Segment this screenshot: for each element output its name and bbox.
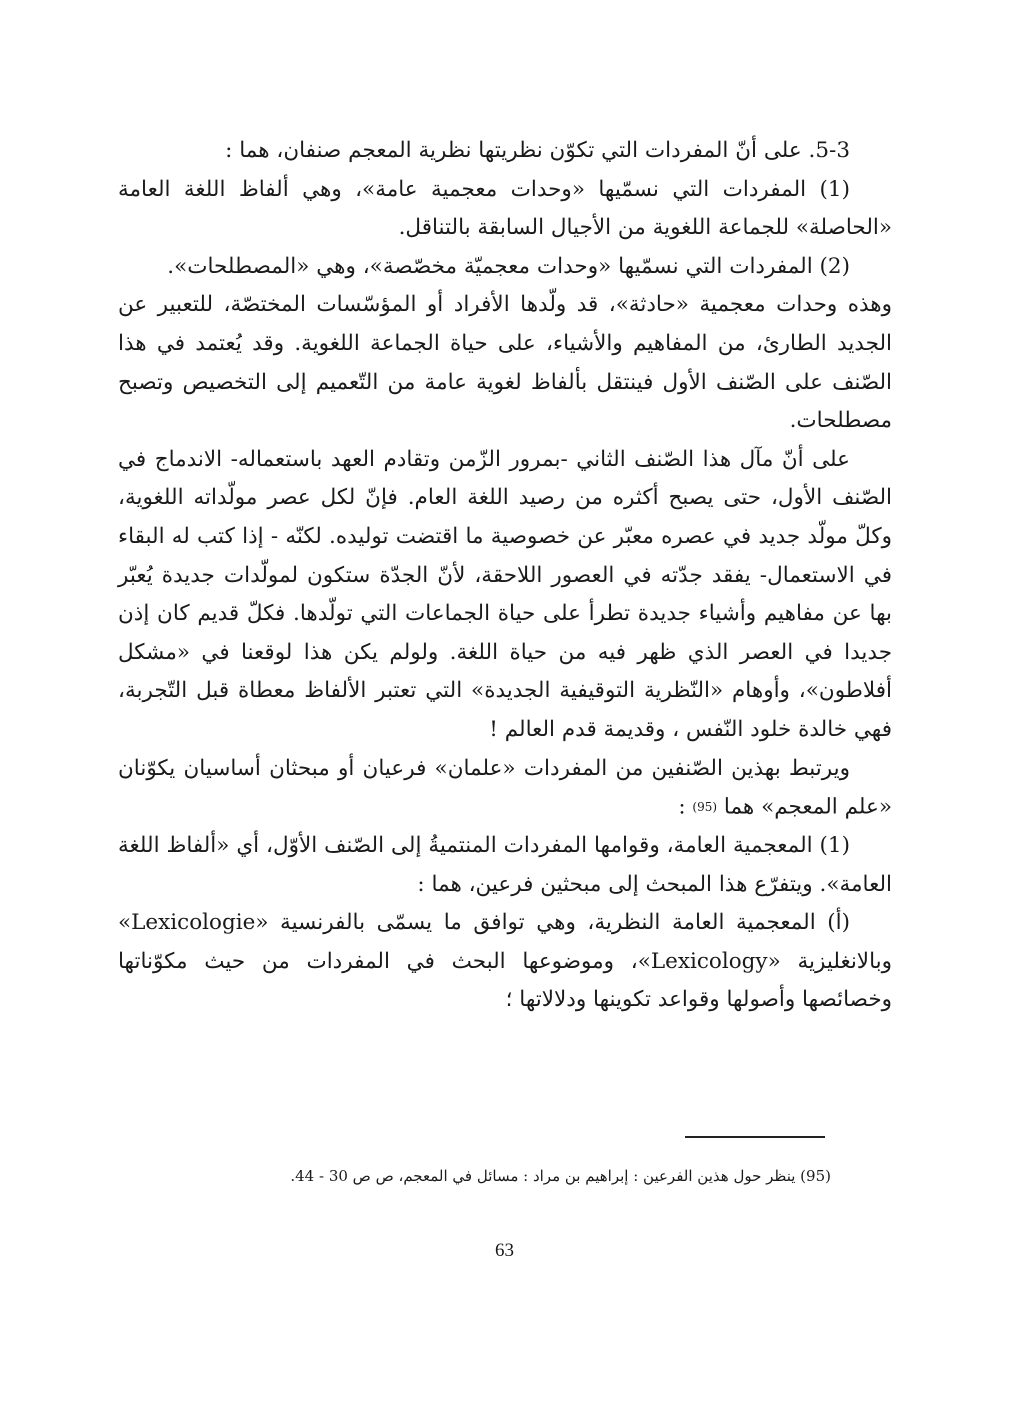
footnote-separator — [685, 1136, 825, 1138]
body-text — [118, 132, 892, 1020]
paragraph-5-end: : — [678, 794, 686, 820]
paragraph-7: (أ) المعجمية العامة النظرية، وهي توافق ما يسمّى بالفرنسية «Lexicologie» وبالانغليزية «Lexicology»، وموضوعها البحث في المفردات من حيث مكوّناتها وخصائصها وأصولها وقواعد تكوينها ودلالاتها ؛ — [118, 910, 892, 1013]
paragraph-3: وهذه وحدات معجمية «حادثة»، قد ولّدها الأفراد أو المؤسّسات المختصّة، للتعبير عن الجديد الطارئ، من المفاهيم والأشياء، على حياة الجماعة اللغوية. وقد يُعتمد في هذا الصّنف على الصّنف الأول فينتقل بألفاظ لغوية عامة من التّعميم إلى التخصيص وتصبح مصطلحات. — [118, 292, 892, 434]
footnote: (95) ينظر حول هذين الفرعين : إبراهيم بن مراد : مسائل في المعجم، ص ص 30 - 44. — [290, 1167, 831, 1185]
paragraph-5 — [118, 750, 892, 827]
section-heading: 5-3. على أنّ المفردات التي تكوّن نظريتها نظرية المعجم صنفان، هما : — [225, 138, 850, 163]
footnote-reference[interactable]: (95) — [692, 800, 718, 815]
paragraph-6: (1) المعجمية العامة، وقوامها المفردات المنتميةُ إلى الصّنف الأوّل، أي «ألفاظ اللغة العامة». ويتفرّع هذا المبحث إلى مبحثين فرعين، هما : — [118, 832, 892, 897]
paragraph-4: على أنّ مآل هذا الصّنف الثاني -بمرور الزّمن وتقادم العهد باستعماله- الاندماج في الصّنف الأول، حتى يصبح أكثره من رصيد اللغة العام. فإنّ لكل عصر مولّداته اللغوية، وكلّ مولّد جديد في عصره معبّر عن خصوصية ما اقتضت توليده. لكنّه - إذا كتب له البقاء في الاستعمال- يفقد جدّته في العصور اللاحقة، لأنّ الجدّة ستكون لمولّدات جديدة يُعبّر بها عن مفاهيم وأشياء جديدة تطرأ على حياة الجماعات التي تولّدها. فكلّ قديم كان إذن جديدا في العصر الذي ظهر فيه من حياة اللغة. ولولم يكن هذا لوقعنا في «مشكل أفلاطون»، وأوهام «النّظرية التوقيفية الجديدة» التي تعتبر الألفاظ معطاة قبل التّجربة، فهي خالدة خلود النّفس ، وقديمة قدم العالم ! — [118, 446, 892, 742]
list-item-1: (1) المفردات التي نسمّيها «وحدات معجمية عامة»، وهي ألفاظ اللغة العامة «الحاصلة» للجماعة اللغوية من الأجيال السابقة بالتناقل. — [118, 176, 892, 241]
list-item-2: (2) المفردات التي نسمّيها «وحدات معجميّة مخصّصة»، وهي «المصطلحات». — [167, 253, 850, 279]
paragraph-5-text: ويرتبط بهذين الصّنفين من المفردات «علمان» فرعيان أو مبحثان أساسيان يكوّنان «علم المعجم» هما — [118, 755, 892, 820]
page-number: 63 — [495, 1240, 514, 1261]
